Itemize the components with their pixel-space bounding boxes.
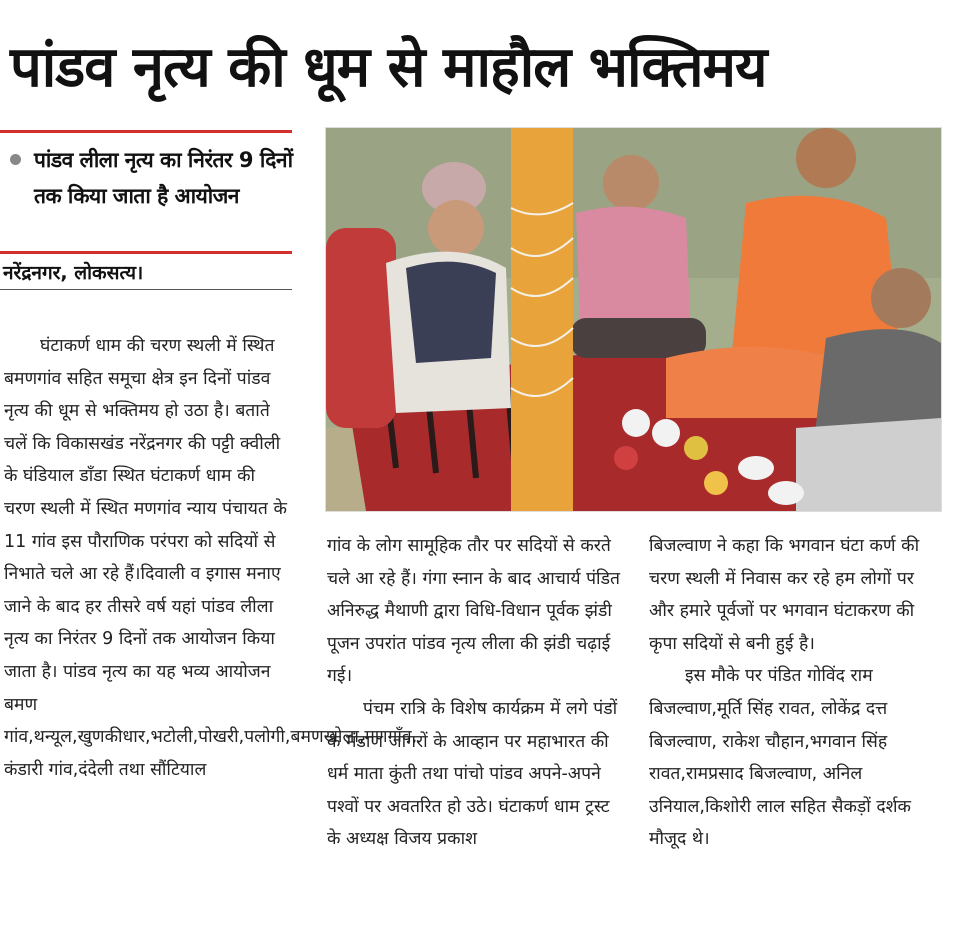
article-column-3 xyxy=(649,530,941,856)
paragraph: पंचम रात्रि के विशेष कार्यक्रम में लगे पंडों के मंडाण जागरों के आव्हान पर महाभारत की धर्म माता कुंती तथा पांचो पांडव अपने-अपने पश्वों पर अवतरित हो उठे। घंटाकर्ण धाम ट्रस्ट के अध्यक्ष विजय प्रकाश xyxy=(327,698,618,850)
article-column-2 xyxy=(327,530,623,856)
paragraph: गांव के लोग सामूहिक तौर पर सदियों से करते चले आ रहे हैं। गंगा स्नान के बाद आचार्य पंडित अनिरुद्ध मैथाणी द्वारा विधि-विधान पूर्वक झंडी पूजन उपरांत पांडव नृत्य लीला की झंडी चढ़ाई गई। xyxy=(327,536,620,687)
article-column-1 xyxy=(4,330,418,786)
highlight-text: पांडव लीला नृत्य का निरंतर 9 दिनों तक किया जाता है आयोजन xyxy=(34,148,293,208)
dateline-rule xyxy=(0,289,292,290)
headline: पांडव नृत्य की धूम से माहौल भक्तिमय xyxy=(10,35,767,100)
bullet-icon xyxy=(10,154,21,165)
dateline: नरेंद्रनगर, लोकसत्य। xyxy=(3,262,144,284)
highlight-bottom-rule xyxy=(0,251,292,254)
news-photo xyxy=(325,127,942,512)
highlight-top-rule xyxy=(0,130,292,133)
paragraph: घंटाकर्ण धाम की चरण स्थली में स्थित बमणगांव सहित समूचा क्षेत्र इन दिनों पांडव नृत्य की धूम से भक्तिमय हो उठा है। बताते चलें कि विकासखंड नरेंद्रनगर की पट्टी क्वीली के घंडियाल डाँडा स्थित घंटाकर्ण धाम की चरण स्थली में स्थित मणगांव न्याय पंचायत के 11 गांव इस पौराणिक परंपरा को सदियों से निभाते चले आ रहे हैं।दिवाली व इगास मनाए जाने के बाद हर तीसरे वर्ष यहां पांडव लीला नृत्य का निरंतर 9 दिनों तक आयोजन किया जाता है। पांडव नृत्य का यह भव्य आयोजन बमण xyxy=(4,336,287,715)
paragraph: गांव,थन्यूल,खुणकीधार,भटोली,पोखरी,पलोगी,बमणखोला,मणगाँव, कंडारी गांव,दंदेली तथा सौंटियाल xyxy=(4,727,418,780)
ritual-scene-illustration xyxy=(326,128,941,511)
paragraph: इस मौके पर पंडित गोविंद राम बिजल्वाण,मूर्ति सिंह रावत, लोकेंद्र दत्त बिजल्वाण, राकेश चौहान,भगवान सिंह रावत,रामप्रसाद बिजल्वाण, अनिल उनियाल,किशोरी लाल सहित सैकड़ों दर्शक मौजूद थे। xyxy=(649,666,911,850)
paragraph: बिजल्वाण ने कहा कि भगवान घंटा कर्ण की चरण स्थली में निवास कर रहे हम लोगों पर और हमारे पूर्वजों पर भगवान घंटाकरण की कृपा सदियों से बनी हुई है। xyxy=(649,536,920,654)
